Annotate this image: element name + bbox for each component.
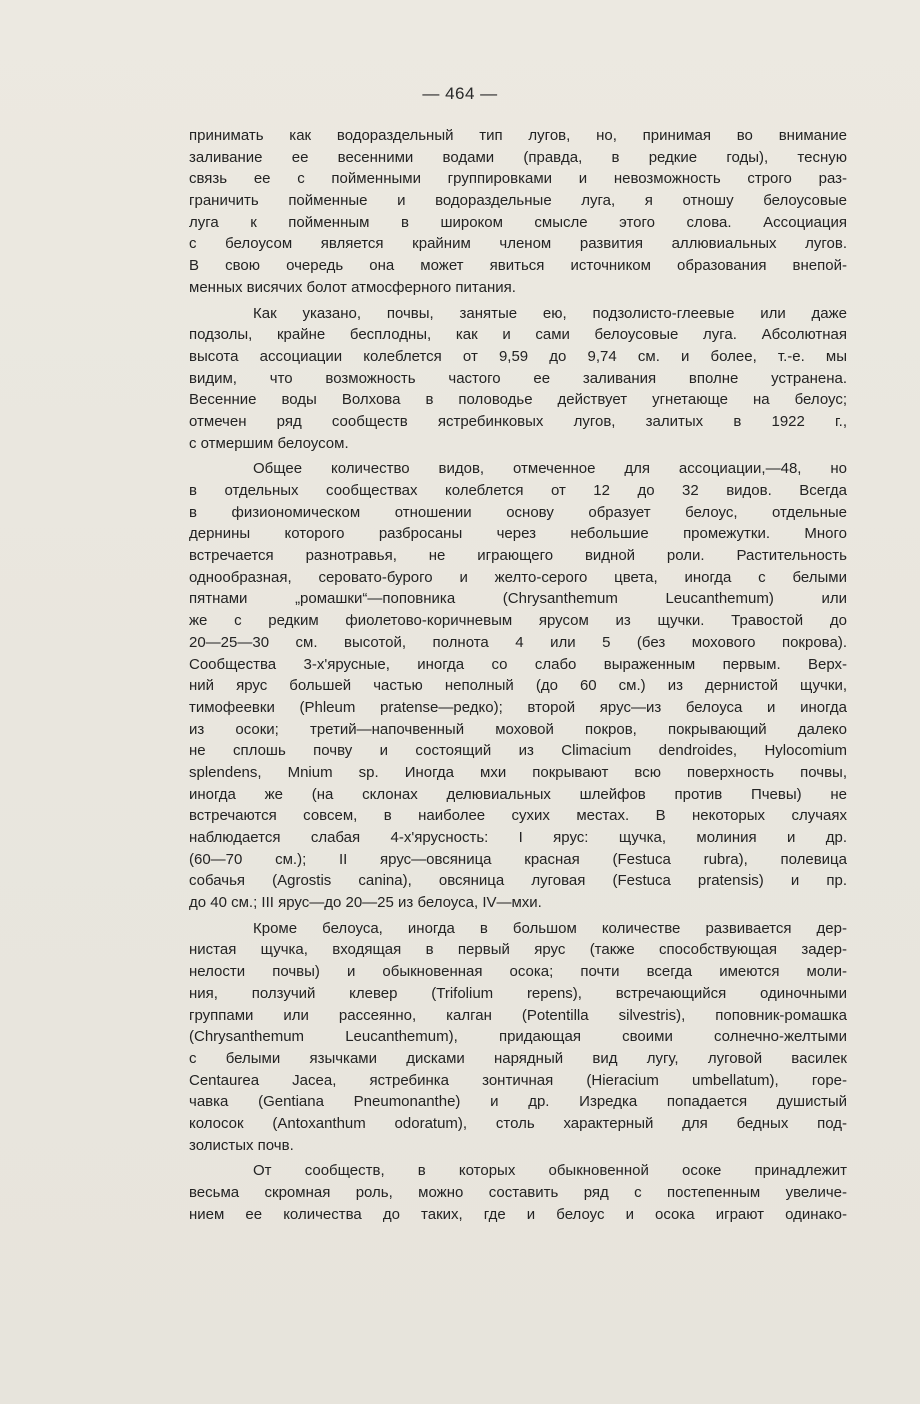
text-line: наблюдается слабая 4-х'ярусность: I ярус: щучка, молиния и др. xyxy=(189,829,847,846)
text-line: Centaurea Jacea, ястребинка зонтичная (Hieracium umbellatum), горе- xyxy=(189,1071,847,1089)
text-line: ний ярус большей частью неполный (до 60 см.) из дернистой щучки, xyxy=(189,677,847,695)
text-line: собачья (Agrostis canina), овсяница луговая (Festuca pratensis) и пр. xyxy=(189,872,847,890)
text-line: Весенние воды Волхова в половодье действует угнетающе на белоус; xyxy=(189,391,847,409)
text-line: (Chrysanthemum Leucanthemum), придающая своими солнечно-желтыми xyxy=(189,1028,847,1046)
text-line: группами или рассеянно, калган (Potentilla silvestris), поповник-ромашка xyxy=(189,1006,847,1024)
text-line: в отдельных сообществах колеблется от 12 до 32 видов. Всегда xyxy=(189,482,847,499)
text-line: весьма скромная роль, можно составить ряд с постепенным увеличе- xyxy=(189,1184,847,1201)
text-line: иногда же (на склонах делювиальных шлейфов против Пчевы) не xyxy=(189,785,847,803)
text-line: подзолы, крайне бесплодны, как и сами белоусовые луга. Абсолютная xyxy=(189,326,847,344)
text-line: принимать как водораздельный тип лугов, но, принимая во внимание xyxy=(189,127,847,144)
text-line: золистых почв. xyxy=(189,1136,294,1154)
text-line: до 40 см.; III ярус—до 20—25 из белоуса, IV—мхи. xyxy=(189,894,542,912)
text-line: В свою очередь она может явиться источником образования внепой- xyxy=(189,257,847,275)
text-line: 20—25—30 см. высотой, полнота 4 или 5 (без мохового покрова). xyxy=(189,633,847,651)
page-number: — 464 — xyxy=(422,84,498,103)
text-line: колосок (Antoxanthum odoratum), столь характерный для бедных под- xyxy=(189,1114,847,1132)
text-line: нелости почвы) и обыкновенная осока; почти всегда имеются моли- xyxy=(189,963,847,981)
paragraph-4 xyxy=(189,918,847,1157)
text-line: (60—70 см.); II ярус—овсяница красная (Festuca rubra), полевица xyxy=(189,850,847,868)
text-line: не сплошь почву и состоящий из Climacium dendroides, Hylocomium xyxy=(189,742,847,760)
text-line: От сообществ, в которых обыкновенной осоке принадлежит xyxy=(253,1162,847,1180)
text-line: нием ее количества до таких, где и белоус и осока играют одинако- xyxy=(189,1205,847,1223)
text-line: из осоки; третий—напочвенный моховой покров, покрывающий далеко xyxy=(189,720,847,738)
text-line: с белоусом является крайним членом развития аллювиальных лугов. xyxy=(189,235,847,253)
paragraph-1 xyxy=(189,125,847,299)
text-line: встречаются совсем, в наиболее сухих местах. В некоторых случаях xyxy=(189,807,847,825)
text-line: Кроме белоуса, иногда в большом количестве развивается дер- xyxy=(253,919,847,937)
text-line: встречается разнотравья, не играющего видной роли. Растительность xyxy=(189,547,847,565)
text-line: с белыми язычками дисками нарядный вид лугу, луговой василек xyxy=(189,1049,847,1067)
text-line: splendens, Mnium sp. Иногда мхи покрывают всю поверхность почвы, xyxy=(189,763,847,781)
text-line: менных висячих болот атмосферного питания. xyxy=(189,278,516,296)
text-line: Сообщества 3-х'ярусные, иногда со слабо выраженным первым. Верх- xyxy=(189,655,847,673)
text-line: с отмершим белоусом. xyxy=(189,434,349,452)
text-line: ния, ползучий клевер (Trifolium repens), встречающийся одиночными xyxy=(189,984,847,1002)
text-line: высота ассоциации колеблется от 9,59 до 9,74 см. и более, т.-е. мы xyxy=(189,347,847,365)
text-line: луга к пойменным в широком смысле этого слова. Ассоциация xyxy=(189,213,847,231)
text-line: Как указано, почвы, занятые ею, подзолисто-глеевые или даже xyxy=(253,304,847,322)
paragraph-5 xyxy=(189,1160,847,1225)
paragraph-2 xyxy=(189,303,847,455)
text-line: Общее количество видов, отмеченное для ассоциации,—48, но xyxy=(253,460,847,478)
text-line: пятнами „ромашки“—поповника (Chrysanthemum Leucanthemum) или xyxy=(189,590,847,608)
text-line: связь ее с пойменными группировками и невозможность строго раз- xyxy=(189,170,847,188)
text-line: дернины которого разбросаны через небольшие промежутки. Много xyxy=(189,525,847,543)
text-line: граничить пойменные и водораздельные луга, я отношу белоусовые xyxy=(189,192,847,210)
text-line: же с редким фиолетово-коричневым ярусом из щучки. Травостой до xyxy=(189,612,847,630)
paragraph-3 xyxy=(189,458,847,913)
text-line: видим, что возможность частого ее заливания вполне устранена. xyxy=(189,369,847,387)
text-line: заливание ее весенними водами (правда, в редкие годы), тесную xyxy=(189,148,847,166)
text-line: в физиономическом отношении основу образует белоус, отдельные xyxy=(189,503,847,521)
text-line: однообразная, серовато-бурого и желто-серого цвета, иногда с белыми xyxy=(189,568,847,586)
text-line: чавка (Gentiana Pneumonanthe) и др. Изредка попадается душистый xyxy=(189,1093,847,1111)
text-line: отмечен ряд сообществ ястребинковых лугов, залитых в 1922 г., xyxy=(189,412,847,430)
text-line: тимофеевки (Phleum pratense—редко); второй ярус—из белоуса и иногда xyxy=(189,698,847,716)
body-text xyxy=(189,125,847,1225)
text-line: нистая щучка, входящая в первый ярус (также способствующая задер- xyxy=(189,941,847,959)
